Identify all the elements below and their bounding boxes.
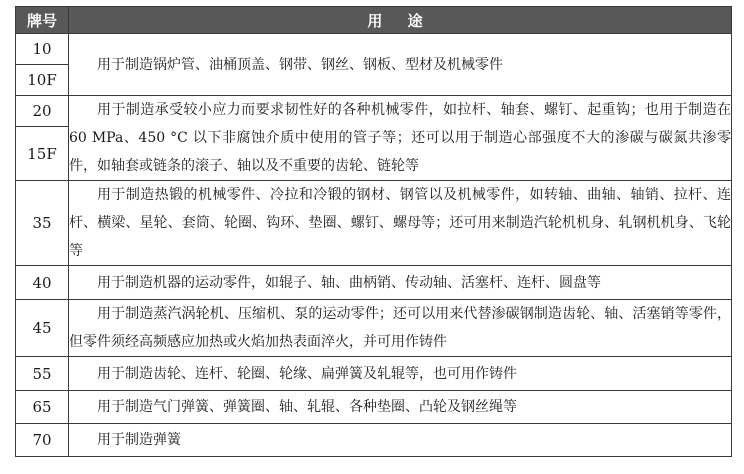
grade-cell: 45 [16,300,69,357]
usage-text: 用于制造机器的运动零件，如辊子、轴、曲柄销、传动轴、活塞杆、连杆、圆盘等 [97,274,601,291]
grade-column-header: 牌号 [16,7,69,34]
usage-text: 用于制造热锻的机械零件、冷拉和冷锻的钢材、钢管以及机械零件，如转轴、曲轴、轴销、拉杆、连杆、横梁、星轮、套筒、轮圈、钩环、垫圈、螺钉、螺母等；还可用来制造汽轮机机身、轧钢机机身、飞轮等 [69,187,731,259]
usage-text: 用于制造蒸汽涡轮机、压缩机、泵的运动零件；还可以用来代替渗碳钢制造齿轮、轴、活塞销等零件，但零件须经高频感应加热或火焰加热表面淬火，并可用作铸件 [69,306,731,350]
usage-text: 用于制造齿轮、连杆、轮圈、轮缘、扁弹簧及轧辊等，也可用作铸件 [97,365,517,382]
usage-cell [69,391,732,424]
usage-text: 用于制造承受较小应力而要求韧性好的各种机械零件，如拉杆、轴套、螺钉、起重钩；也用于制造在 60 MPa、450 °C 以下非腐蚀介质中使用的管子等；还可以用于制造心部强度不大的渗碳与碳氮共渗零件，如轴套或链条的滚子、轴以及不重要的齿轮、链轮等 [69,102,731,174]
usage-cell [69,266,732,300]
usage-text: 用于制造气门弹簧、弹簧圈、轴、轧辊、各种垫圈、凸轮及钢丝绳等 [97,399,517,415]
grade-cell: 65 [16,391,69,424]
grade-cell: 55 [16,357,69,391]
table-row [16,391,732,424]
steel-grade-usage-table [15,6,732,457]
table-row [16,266,732,300]
usage-cell [69,96,732,181]
usage-text: 用于制造弹簧 [97,432,181,448]
usage-cell [69,357,732,391]
grade-cell: 35 [16,181,69,266]
grade-cell: 70 [16,424,69,457]
grade-cell: 20 [16,96,69,127]
table-row [16,181,732,266]
header-row [16,7,732,34]
grade-cell: 40 [16,266,69,300]
usage-column-header: 用 途 [69,7,732,34]
grade-cell: 15F [16,127,69,181]
usage-cell [69,181,732,266]
grade-cell: 10 [16,34,69,65]
usage-cell [69,300,732,357]
table-row [16,34,732,65]
usage-text: 用于制造锅炉管、油桶顶盖、钢带、钢丝、钢板、型材及机械零件 [97,56,503,73]
table-row [16,424,732,457]
table-row [16,357,732,391]
usage-cell [69,424,732,457]
table-row [16,300,732,357]
grade-cell: 10F [16,65,69,96]
usage-cell [69,34,732,96]
table-row [16,96,732,127]
